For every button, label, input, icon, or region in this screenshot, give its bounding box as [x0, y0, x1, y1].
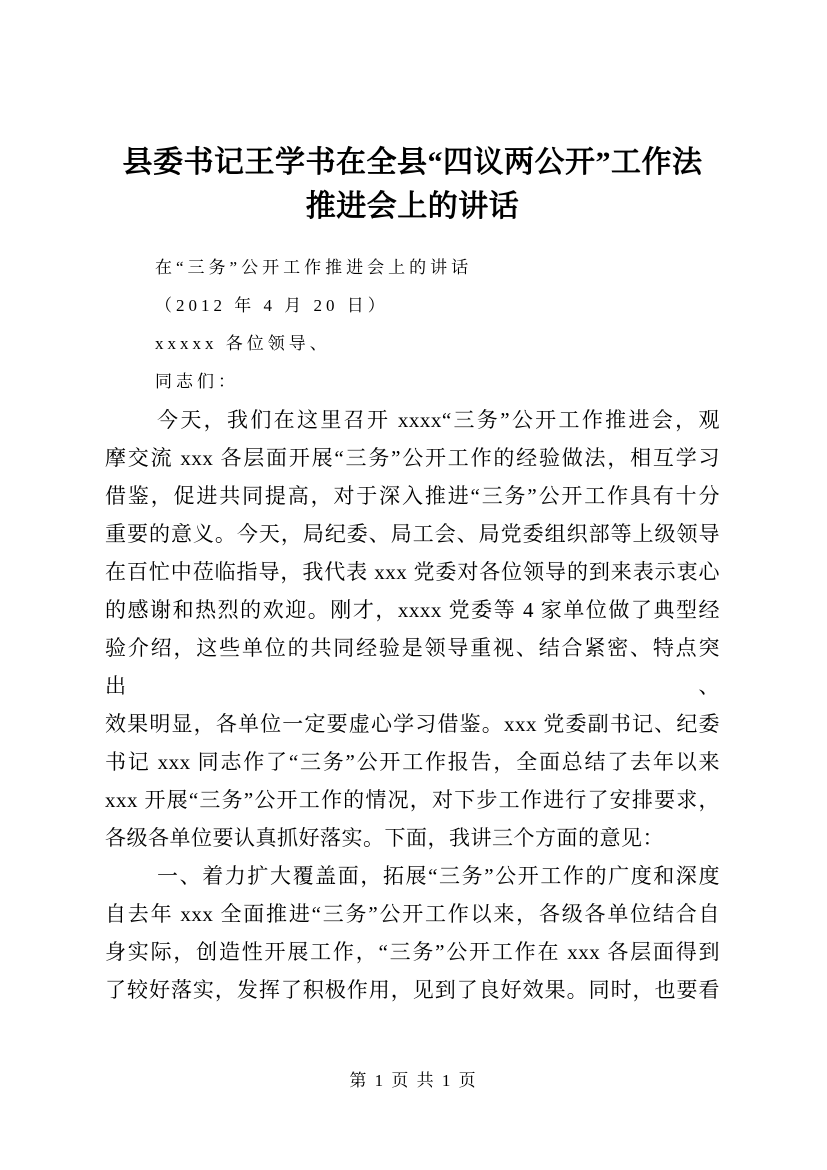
page-number-label: 第 1 页 共 1 页	[349, 1071, 478, 1090]
text-line: 各级各单位要认真抓好落实。下面，我讲三个方面的意见：	[105, 826, 664, 851]
text-line: 一、着力扩大覆盖面，拓展“三务”公开工作的广度和深度	[157, 864, 720, 889]
text-line: 同志们：	[155, 372, 239, 392]
text-line: 验介绍，这些单位的共同经验是领导重视、结合紧密、特点突出、	[105, 636, 720, 699]
text-line: 自去年 xxx 全面推进“三务”公开工作以来，各级各单位结合自	[105, 902, 720, 927]
text-line: 重要的意义。今天，局纪委、局工会、局党委组织部等上级领导	[105, 522, 720, 547]
text-line: 推进会上的讲话	[305, 190, 520, 223]
text-line: 的感谢和热烈的欢迎。刚才，xxxx 党委等 4 家单位做了典型经	[105, 598, 720, 623]
document-content	[105, 0, 720, 1009]
text-line: 县委书记王学书在全县“四议两公开”工作法	[122, 146, 703, 179]
subtitle-block	[105, 249, 720, 401]
text-line: xxx 开展“三务”公开工作的情况，对下步工作进行了安排要求，	[105, 788, 720, 813]
text-line: 借鉴，促进共同提高，对于深入推进“三务”公开工作具有十分	[105, 484, 720, 509]
body-text	[105, 401, 720, 1009]
text-line: （2012 年 4 月 20 日）	[155, 296, 389, 316]
text-line: xxxxx 各位领导、	[155, 334, 331, 354]
text-line: 了较好落实，发挥了积极作用，见到了良好效果。同时，也要看	[105, 978, 720, 1003]
text-line: 在百忙中莅临指导，我代表 xxx 党委对各位领导的到来表示衷心	[105, 560, 720, 585]
document-title	[105, 141, 720, 229]
text-line: 效果明显，各单位一定要虚心学习借鉴。xxx 党委副书记、纪委	[105, 712, 720, 737]
text-line: 身实际，创造性开展工作，“三务”公开工作在 xxx 各层面得到	[105, 940, 720, 965]
page-footer	[0, 1066, 827, 1096]
text-line: 书记 xxx 同志作了“三务”公开工作报告，全面总结了去年以来	[105, 750, 720, 775]
text-line: 今天，我们在这里召开 xxxx“三务”公开工作推进会，观	[157, 408, 720, 433]
text-line: 在“三务”公开工作推进会上的讲话	[155, 258, 473, 278]
text-line: 摩交流 xxx 各层面开展“三务”公开工作的经验做法，相互学习	[105, 446, 720, 471]
